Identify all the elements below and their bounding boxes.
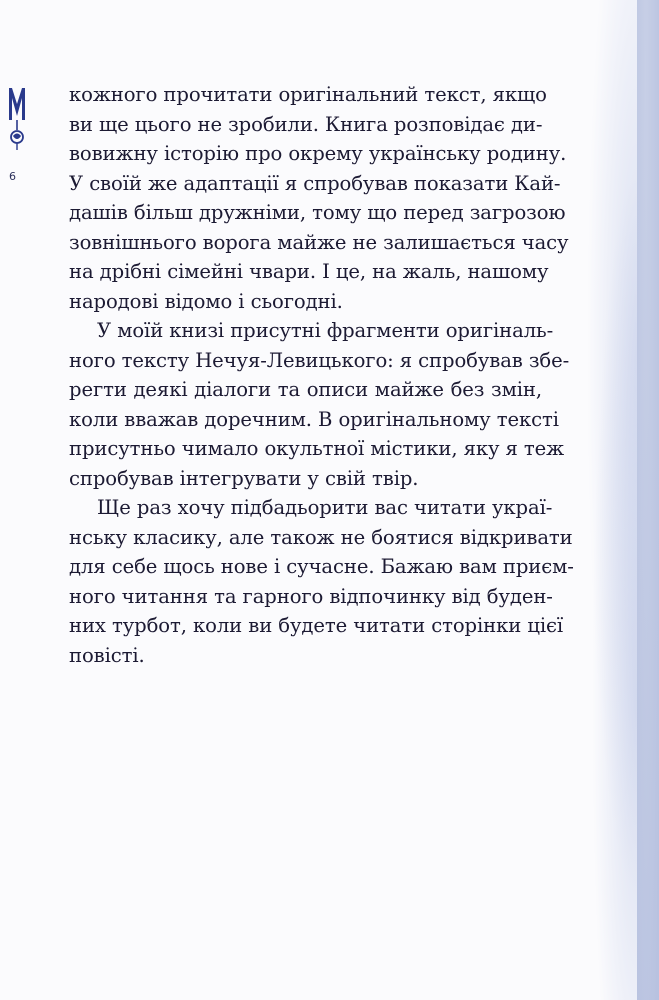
watercolor-page-edge bbox=[637, 0, 659, 1000]
text-line: народові відомо і сьогодні. bbox=[69, 289, 343, 313]
text-line: ви ще цього не зробили. Книга розповідає ди- bbox=[69, 112, 543, 136]
body-text bbox=[69, 80, 574, 670]
text-line: ного тексту Нечуя-Левицького: я спробував збе- bbox=[69, 348, 570, 372]
ornamental-letter-m-icon bbox=[7, 86, 27, 152]
text-line: вовижну історію про окрему українську родину. bbox=[69, 142, 567, 165]
text-line: спробував інтегрувати у свій твір. bbox=[69, 466, 419, 490]
text-line: дашів більш дружніми, тому що перед загрозою bbox=[69, 201, 566, 224]
text-line: на дрібні сімейні чвари. І це, на жаль, нашому bbox=[69, 260, 549, 283]
text-line: коли вважав доречним. В оригінальному тексті bbox=[69, 407, 559, 431]
text-line: кожного прочитати оригінальний текст, якщо bbox=[69, 83, 547, 106]
text-line: У моїй книзі присутні фрагменти оригіналь- bbox=[97, 319, 554, 342]
watercolor-bleed bbox=[577, 0, 637, 1000]
text-line: повісті. bbox=[69, 643, 145, 667]
text-line: для себе щось нове і сучасне. Бажаю вам приєм- bbox=[69, 555, 574, 578]
text-line: них турбот, коли ви будете читати сторінки цієї bbox=[69, 614, 564, 637]
text-line: У своїй же адаптації я спробував показати Кай- bbox=[69, 171, 561, 195]
text-line: регти деякі діалоги та описи майже без змін, bbox=[69, 378, 542, 401]
text-line: присутньо чимало окультної містики, яку я теж bbox=[69, 437, 565, 460]
text-line: зовнішнього ворога майже не залишається часу bbox=[69, 230, 569, 254]
text-line: ного читання та гарного відпочинку від буден- bbox=[69, 584, 553, 608]
text-line: Ще раз хочу підбадьорити вас читати украї- bbox=[97, 496, 553, 519]
text-line: нську класику, але також не боятися відкривати bbox=[69, 525, 573, 549]
page-number: 6 bbox=[9, 170, 16, 183]
